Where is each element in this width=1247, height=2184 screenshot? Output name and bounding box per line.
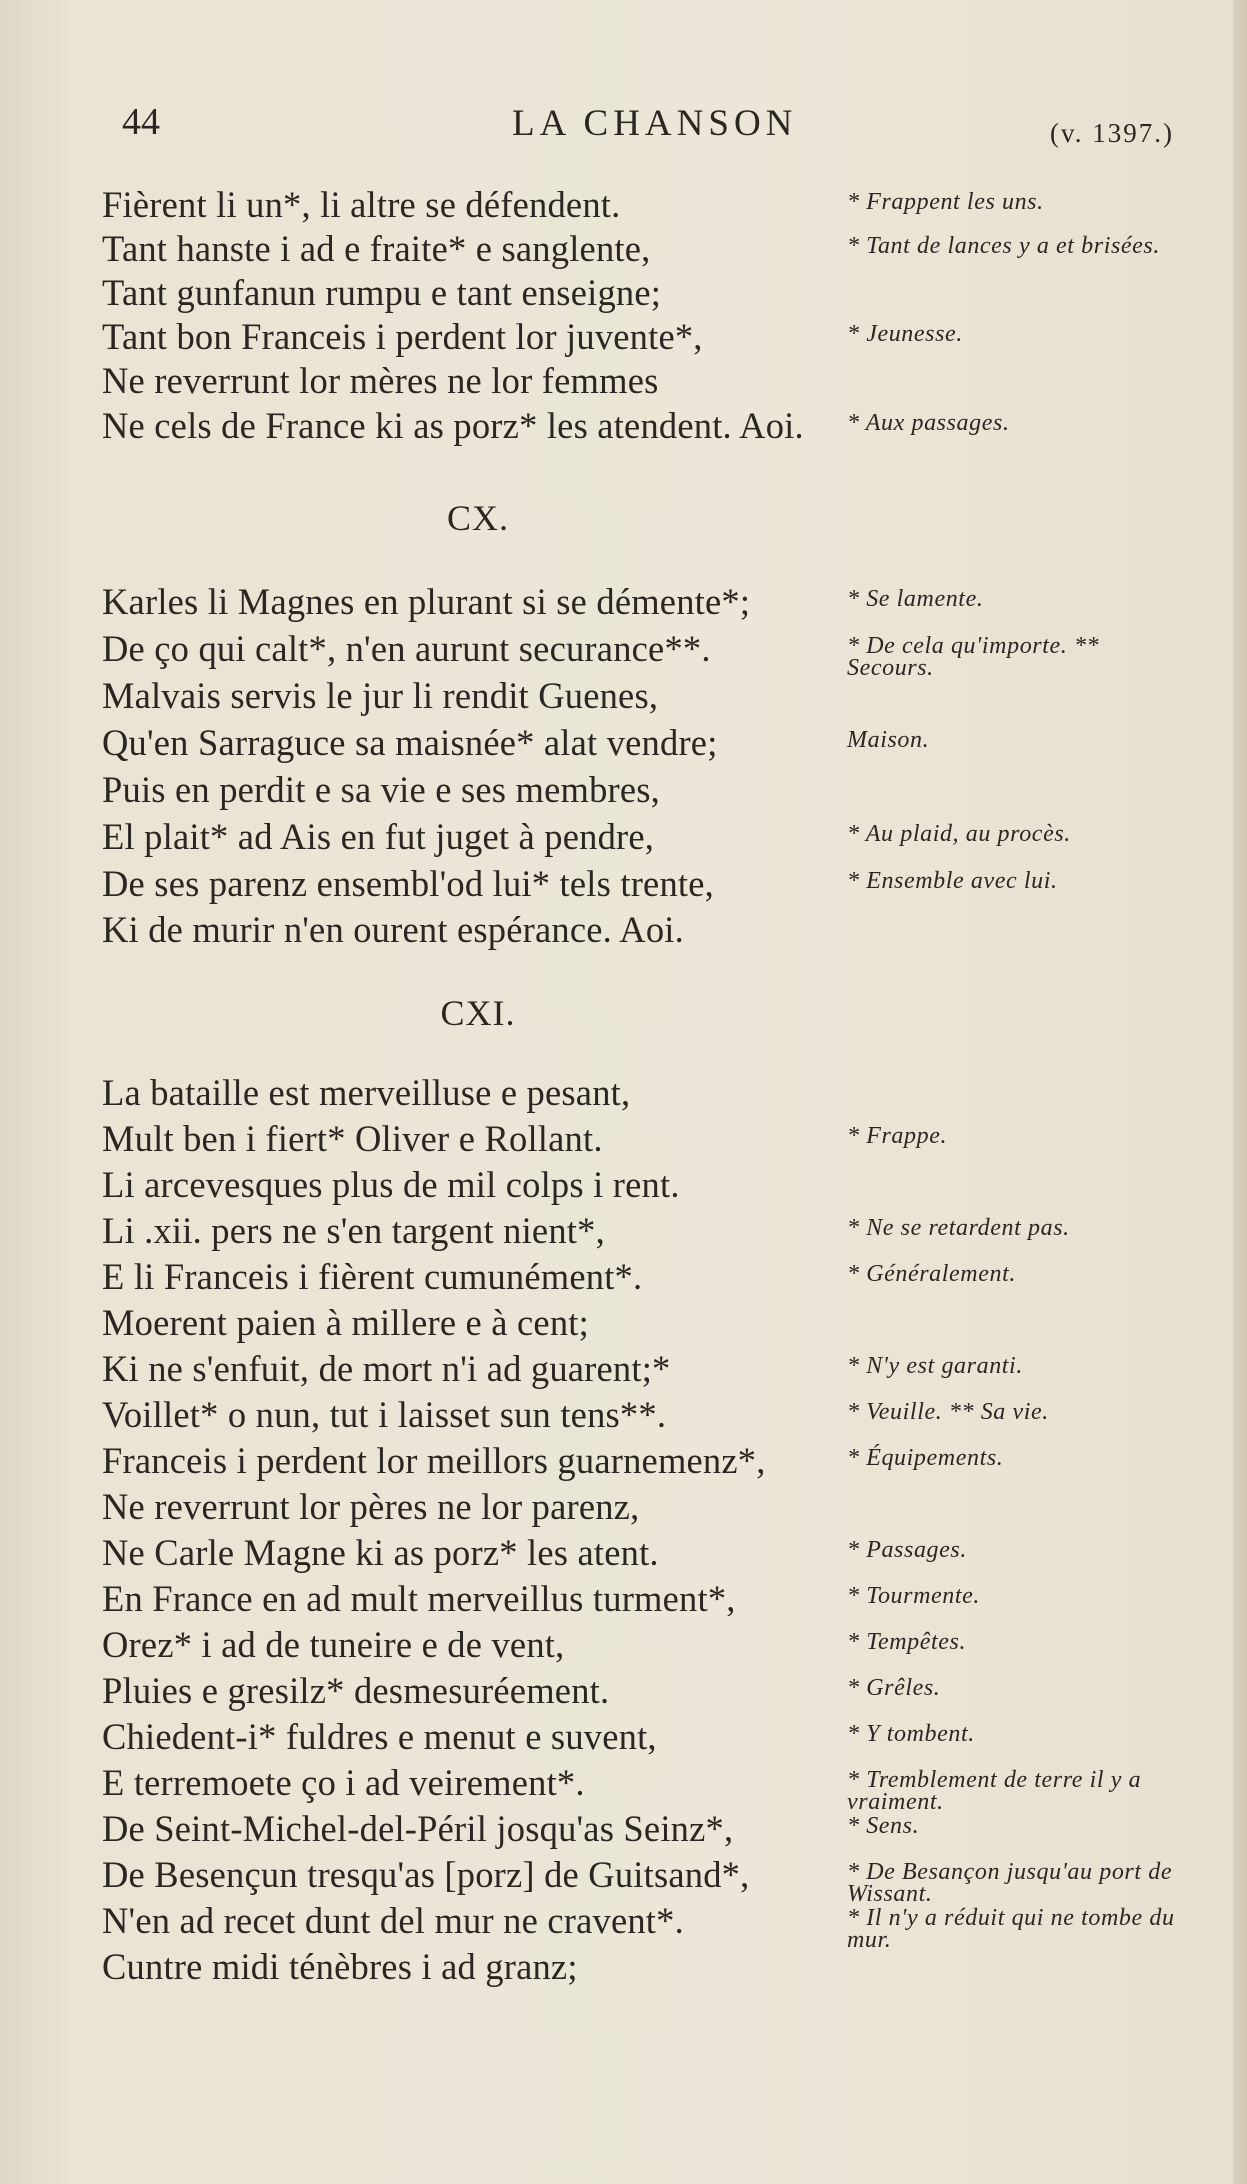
stanza-number: CXI. [440,993,516,1033]
verse-text: De ses parenz ensembl'od lui* tels trente, [102,863,714,904]
verse-text: De ço qui calt*, n'en aurunt securance**. [102,628,711,669]
verse-line [0,1945,1247,1993]
verse-line [0,1347,1247,1395]
gloss-note: * Aux passages. [847,410,1010,436]
verse-line [0,1623,1247,1671]
gloss-note: * Tourmente. [847,1583,980,1609]
gloss-note: * Veuille. ** Sa vie. [847,1399,1049,1425]
verse-line [0,1485,1247,1533]
verse-line [0,227,1247,275]
verse-text: Chiedent-i* fuldres e menut e suvent, [102,1716,657,1757]
verse-text: Ki ne s'enfuit, de mort n'i ad guarent;* [102,1348,671,1389]
gloss-note: * Jeunesse. [847,321,963,347]
verse-text: Karles li Magnes en plurant si se démente*; [102,581,751,622]
gloss-note: Maison. [847,727,930,753]
verse-text: De Besençun tresqu'as [porz] de Guitsand*, [102,1854,750,1895]
gloss-note: * N'y est garanti. [847,1353,1023,1379]
gloss-note: * Ne se retardent pas. [847,1215,1070,1241]
gloss-note: * Sens. [847,1813,920,1839]
page-header [0,100,1247,160]
verse-line [0,1393,1247,1441]
verse-text: Cuntre midi ténèbres i ad granz; [102,1946,578,1987]
verse-text: Ki de murir n'en ourent espérance. Aoi. [102,909,684,950]
verse-text: Franceis i perdent lor meillors guarnemenz*, [102,1440,766,1481]
gloss-note: * Grêles. [847,1675,941,1701]
verse-line [0,1531,1247,1579]
gloss-note: * De Besançon jusqu'au port de Wissant. [847,1859,1173,1907]
verse-text: Mult ben i fiert* Oliver e Rollant. [102,1118,603,1159]
verse-line [0,183,1247,231]
gloss-note: * Tempêtes. [847,1629,967,1655]
stanza-number: CX. [446,498,509,538]
verse-line [0,815,1247,863]
verse-text: Pluies e gresilz* desmesuréement. [102,1670,610,1711]
verse-line [0,1209,1247,1257]
verse-text: Malvais servis le jur li rendit Guenes, [102,675,659,716]
verse-line [0,1853,1247,1907]
verse-text: Tant bon Franceis i perdent lor juvente*, [102,316,703,357]
verse-text: E li Franceis i fièrent cumunément*. [102,1256,643,1297]
verse-line [0,674,1247,722]
verse-text: Moerent paien à millere e à cent; [102,1302,589,1343]
verse-line [0,1761,1247,1815]
gloss-note: * Généralement. [847,1261,1016,1287]
verse-line [0,1669,1247,1717]
verse-text: En France en ad mult merveillus turment*, [102,1578,736,1619]
verse-line [0,315,1247,363]
verse-line [0,627,1247,681]
verse-line [0,580,1247,628]
verse-line [0,908,1247,956]
verse-text: Tant gunfanun rumpu e tant enseigne; [102,272,662,313]
gloss-note: * De cela qu'importe. ** Secours. [847,633,1100,681]
gloss-note: * Au plaid, au procès. [847,821,1071,847]
page-number: 44 [122,101,160,143]
gloss-note: * Tremblement de terre il y a vraiment. [847,1767,1142,1815]
verse-text: Ne reverrunt lor mères ne lor femmes [102,360,659,401]
verse-text: Ne Carle Magne ki as porz* les atent. [102,1532,659,1573]
verse-reference: (v. 1397.) [1050,118,1174,148]
verse-text: Tant hanste i ad e fraite* e sanglente, [102,228,651,269]
verse-line [0,1163,1247,1211]
gloss-note: * Passages. [847,1537,967,1563]
verse-text: Orez* i ad de tuneire e de vent, [102,1624,565,1665]
stanza-heading [0,497,1247,547]
stanza-heading [0,992,1247,1042]
verse-line [0,1117,1247,1165]
verse-line [0,768,1247,816]
gloss-note: * Il n'y a réduit qui ne tombe du mur. [847,1905,1175,1953]
verse-line [0,721,1247,769]
gloss-note: * Y tombent. [847,1721,975,1747]
verse-text: Fièrent li un*, li altre se défendent. [102,184,621,225]
verse-line [0,1577,1247,1625]
verse-text: N'en ad recet dunt del mur ne cravent*. [102,1900,684,1941]
verse-text: De Seint-Michel-del-Péril josqu'as Seinz*, [102,1808,734,1849]
verse-line [0,1715,1247,1763]
verse-line [0,1899,1247,1953]
gloss-note: * Ensemble avec lui. [847,868,1058,894]
verse-line [0,271,1247,319]
gloss-note: * Tant de lances y a et brisées. [847,233,1160,259]
verse-line [0,359,1247,407]
verse-line [0,1807,1247,1855]
running-title: LA CHANSON [512,103,798,144]
verse-line [0,1439,1247,1487]
verse-text: Li arcevesques plus de mil colps i rent. [102,1164,680,1205]
verse-line [0,862,1247,910]
gloss-note: * Frappent les uns. [847,189,1044,215]
verse-line [0,1301,1247,1349]
verse-line [0,1071,1247,1119]
gloss-note: * Se lamente. [847,586,984,612]
gloss-note: * Équipements. [847,1445,1004,1471]
verse-text: Voillet* o nun, tut i laisset sun tens**. [102,1394,667,1435]
gloss-note: * Frappe. [847,1123,948,1149]
verse-text: Li .xii. pers ne s'en targent nient*, [102,1210,605,1251]
verse-text: La bataille est merveilluse e pesant, [102,1072,631,1113]
verse-text: E terremoete ço i ad veirement*. [102,1762,585,1803]
verse-text: El plait* ad Ais en fut juget à pendre, [102,816,655,857]
verse-text: Puis en perdit e sa vie e ses membres, [102,769,661,810]
verse-text: Qu'en Sarraguce sa maisnée* alat vendre; [102,722,718,763]
verse-text: Ne reverrunt lor pères ne lor parenz, [102,1486,640,1527]
verse-line [0,1255,1247,1303]
verse-text: Ne cels de France ki as porz* les atendent. Aoi. [102,405,804,446]
verse-line [0,404,1247,452]
